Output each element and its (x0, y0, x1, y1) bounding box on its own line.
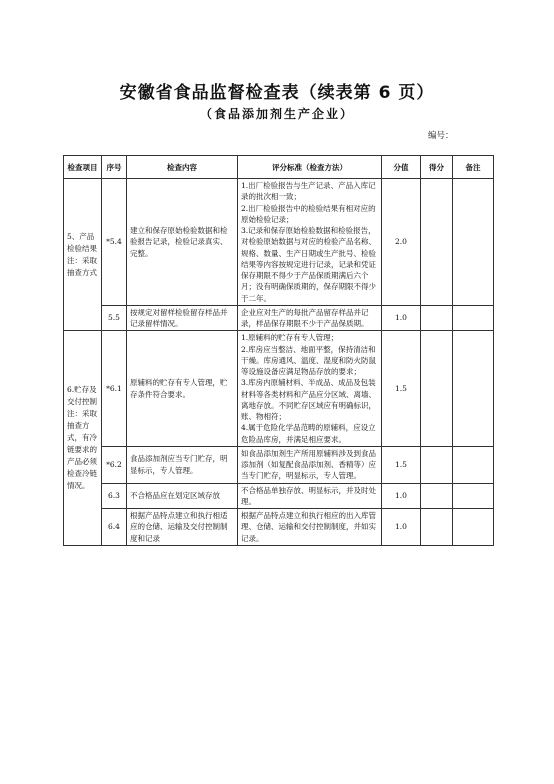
row-seq: 5.5 (102, 305, 127, 331)
table-row (64, 446, 494, 483)
header-remark: 备注 (453, 156, 494, 179)
row-points-input[interactable] (421, 483, 453, 509)
row-criteria: 企业应对生产的每批产品留存样品并记录，样品保存期限不少于产品保质期。 (238, 305, 382, 331)
row-seq: 6.3 (102, 483, 127, 509)
row-remark-input[interactable] (453, 331, 494, 447)
document-title: 安徽省食品监督检查表（续表第 6 页） (119, 83, 435, 103)
row-points-input[interactable] (421, 446, 453, 483)
row-content: 原辅料的贮存有专人管理，贮存条件符合要求。 (127, 331, 238, 447)
row-points-input[interactable] (421, 509, 453, 546)
item-product-inspection: 5、产品检验结果 注：采取抽查方式 (64, 179, 102, 331)
row-points-input[interactable] (421, 305, 453, 331)
row-criteria: 根据产品特点建立和执行相应的出入库管理、仓储、运输和交付控制制度，并如实记录。 (238, 509, 382, 546)
row-remark-input[interactable] (453, 446, 494, 483)
row-seq: *6.1 (102, 331, 127, 447)
table-row (64, 331, 494, 447)
row-score: 1.0 (382, 305, 421, 331)
table-row (64, 509, 494, 546)
row-remark-input[interactable] (453, 483, 494, 509)
row-content: 不合格品应在划定区域存放 (127, 483, 238, 509)
serial-number-label: 编号： (428, 131, 454, 141)
row-score: 1.5 (382, 331, 421, 447)
row-score: 1.0 (382, 483, 421, 509)
inspection-table (63, 155, 494, 546)
header-criteria: 评分标准（检查方法） (238, 156, 382, 179)
row-seq: *6.2 (102, 446, 127, 483)
table-row (64, 305, 494, 331)
row-score: 1.0 (382, 509, 421, 546)
row-remark-input[interactable] (453, 305, 494, 331)
document-subtitle: （食品添加剂生产企业） (199, 107, 354, 121)
table-header-row (64, 156, 494, 179)
row-criteria: 1.原辅料的贮存有专人管理； 2.库房应当整洁、地面平整，保持清洁和干燥。库房通风、温度、湿度和防火防鼠等设施设备应满足物品存放的要求； 3.库房内原辅材料、半成品、成品及包装材料等各类材料和产品应分区域、离墙、离地存放。不同贮存区域应有明确标识，账、物相符； 4.属于危险化学品范畴的原辅料，应设立危险品库房，并满足相应要求。 (238, 331, 382, 447)
table-row (64, 483, 494, 509)
row-criteria: 不合格品单独存放、明显标示，并及时处理。 (238, 483, 382, 509)
row-seq: 6.4 (102, 509, 127, 546)
row-points-input[interactable] (421, 179, 453, 306)
header-score: 分值 (382, 156, 421, 179)
row-criteria: 如食品添加剂生产所用原辅料涉及到食品添加剂（如复配食品添加剂、香精等）应当专门贮存，明显标示，专人管理。 (238, 446, 382, 483)
row-points-input[interactable] (421, 331, 453, 447)
row-score: 2.0 (382, 179, 421, 306)
row-content: 食品添加剂应当专门贮存，明显标示，专人管理。 (127, 446, 238, 483)
row-remark-input[interactable] (453, 179, 494, 306)
header-seq: 序号 (102, 156, 127, 179)
row-score: 1.5 (382, 446, 421, 483)
row-criteria: 1.出厂检验报告与生产记录、产品入库记录的批次相一致； 2.出厂检验报告中的检验结果有相对应的原始检验记录； 3.记录和保存原始检验数据和检验报告，对检验原始数据与对应的检验产品名称、规格、数量、生产日期或生产批号、检验结果等内容按规定进行记录，记录和凭证保存期限不得少于产品保质期满后六个月；没有明确保质期的，保存期限不得少于二年。 (238, 179, 382, 306)
item-storage-delivery: 6.贮存及交付控制 注：采取抽查方式，有冷链要求的产品必须检查冷链情况。 (64, 331, 102, 546)
row-remark-input[interactable] (453, 509, 494, 546)
row-content: 根据产品特点建立和执行相适应的仓储、运输及交付控制制度和记录 (127, 509, 238, 546)
row-seq: *5.4 (102, 179, 127, 306)
row-content: 按规定对留样检验留存样品并记录留样情况。 (127, 305, 238, 331)
row-content: 建立和保存原始检验数据和检验报告记录，检验记录真实、完整。 (127, 179, 238, 306)
header-points: 得分 (421, 156, 453, 179)
header-item: 检查项目 (64, 156, 102, 179)
table-row (64, 179, 494, 306)
header-content: 检查内容 (127, 156, 238, 179)
